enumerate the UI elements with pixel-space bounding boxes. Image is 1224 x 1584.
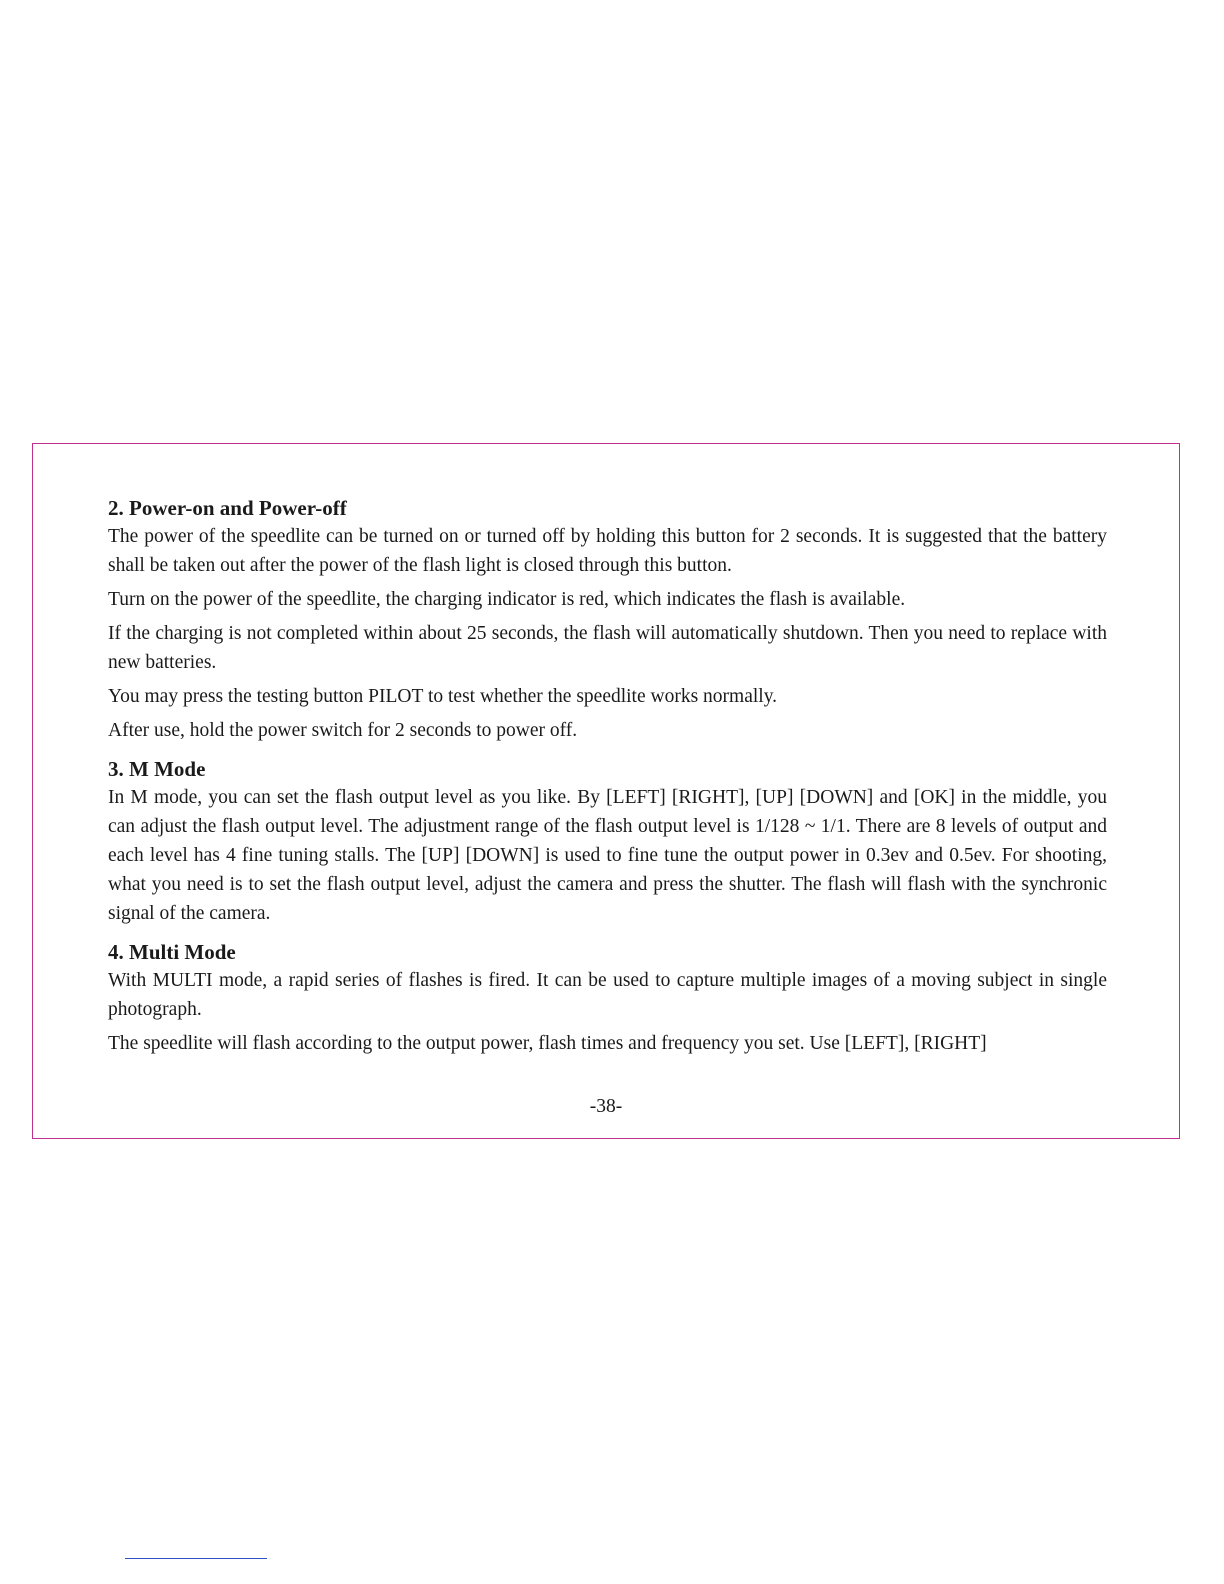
page-frame [32, 443, 1180, 1139]
paragraph: You may press the testing button PILOT to test whether the speedlite works normally. [108, 686, 778, 707]
section-power-on-off [108, 494, 1107, 745]
section-heading: 2. Power-on and Power-off [108, 496, 347, 520]
paragraph: The speedlite will flash according to the output power, flash times and frequency you set. Use [LEFT], [RIGHT] [108, 1033, 987, 1054]
paragraph: The power of the speedlite can be turned on or turned off by holding this button for 2 seconds. It is suggested that the battery shall be taken out after the power of the flash light is closed through this button. [108, 526, 1107, 576]
section-heading: 4. Multi Mode [108, 940, 236, 964]
page-number: -38- [589, 1096, 623, 1117]
section-heading: 3. M Mode [108, 757, 206, 781]
paragraph: With MULTI mode, a rapid series of flashes is fired. It can be used to capture multiple images of a moving subject in single photograph. [108, 970, 1107, 1020]
paragraph: Turn on the power of the speedlite, the charging indicator is red, which indicates the flash is available. [108, 589, 906, 610]
page-content [108, 494, 1107, 1068]
section-m-mode [108, 755, 1107, 928]
footer-rule [125, 1558, 267, 1559]
paragraph: After use, hold the power switch for 2 seconds to power off. [108, 720, 578, 741]
paragraph: In M mode, you can set the flash output level as you like. By [LEFT] [RIGHT], [UP] [DOWN] and [OK] in the middle, you can adjust the flash output level. The adjustment range of the flash output level is 1/128 ~ 1/1. There are 8 levels of output and each level has 4 fine tuning stalls. The [UP] [DOWN] is used to fine tune the output power in 0.3ev and 0.5ev. For shooting, what you need is to set the flash output level, adjust the camera and press the shutter. The flash will flash with the synchronic signal of the camera. [108, 787, 1107, 924]
section-multi-mode [108, 938, 1107, 1058]
paragraph: If the charging is not completed within about 25 seconds, the flash will automatically shutdown. Then you need to replace with new batteries. [108, 623, 1107, 673]
